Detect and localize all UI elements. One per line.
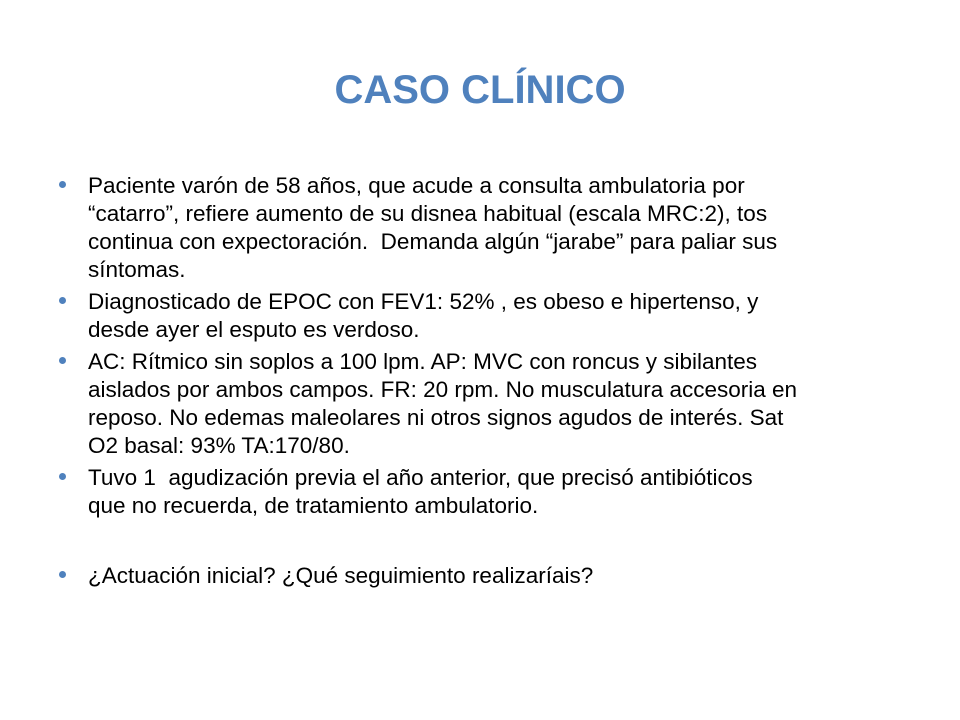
bullet-line: Diagnosticado de EPOC con FEV1: 52% , es obeso e hipertenso, y <box>88 289 759 314</box>
bullet-list <box>0 172 960 594</box>
bullet-line: O2 basal: 93% TA:170/80. <box>88 433 350 458</box>
bullet-item-presentation <box>0 172 960 284</box>
bullet-line: AC: Rítmico sin soplos a 100 lpm. AP: MVC con roncus y sibilantes <box>88 349 758 374</box>
bullet-icon <box>59 571 66 578</box>
bullet-icon <box>59 181 66 188</box>
slide-title: CASO CLÍNICO <box>334 68 626 112</box>
bullet-line: Paciente varón de 58 años, que acude a consulta ambulatoria por <box>88 173 745 198</box>
bullet-item-diagnosis <box>0 288 960 344</box>
bullet-icon <box>59 357 66 364</box>
bullet-line: reposo. No edemas maleolares ni otros signos agudos de interés. Sat <box>88 405 784 430</box>
bullet-icon <box>59 297 66 304</box>
bullet-line: continua con expectoración. Demanda algún “jarabe” para paliar sus <box>88 229 778 254</box>
bullet-item-history <box>0 464 960 520</box>
bullet-icon <box>59 473 66 480</box>
bullet-line: desde ayer el esputo es verdoso. <box>88 317 420 342</box>
bullet-line: Tuvo 1 agudización previa el año anterior, que precisó antibióticos <box>88 465 753 490</box>
bullet-line: síntomas. <box>88 257 186 282</box>
bullet-line: ¿Actuación inicial? ¿Qué seguimiento realizaríais? <box>88 563 594 588</box>
bullet-line: que no recuerda, de tratamiento ambulatorio. <box>88 493 539 518</box>
bullet-item-question <box>0 562 960 590</box>
bullet-item-exploration <box>0 348 960 460</box>
bullet-line: “catarro”, refiere aumento de su disnea habitual (escala MRC:2), tos <box>88 201 768 226</box>
bullet-line: aislados por ambos campos. FR: 20 rpm. No musculatura accesoria en <box>88 377 798 402</box>
